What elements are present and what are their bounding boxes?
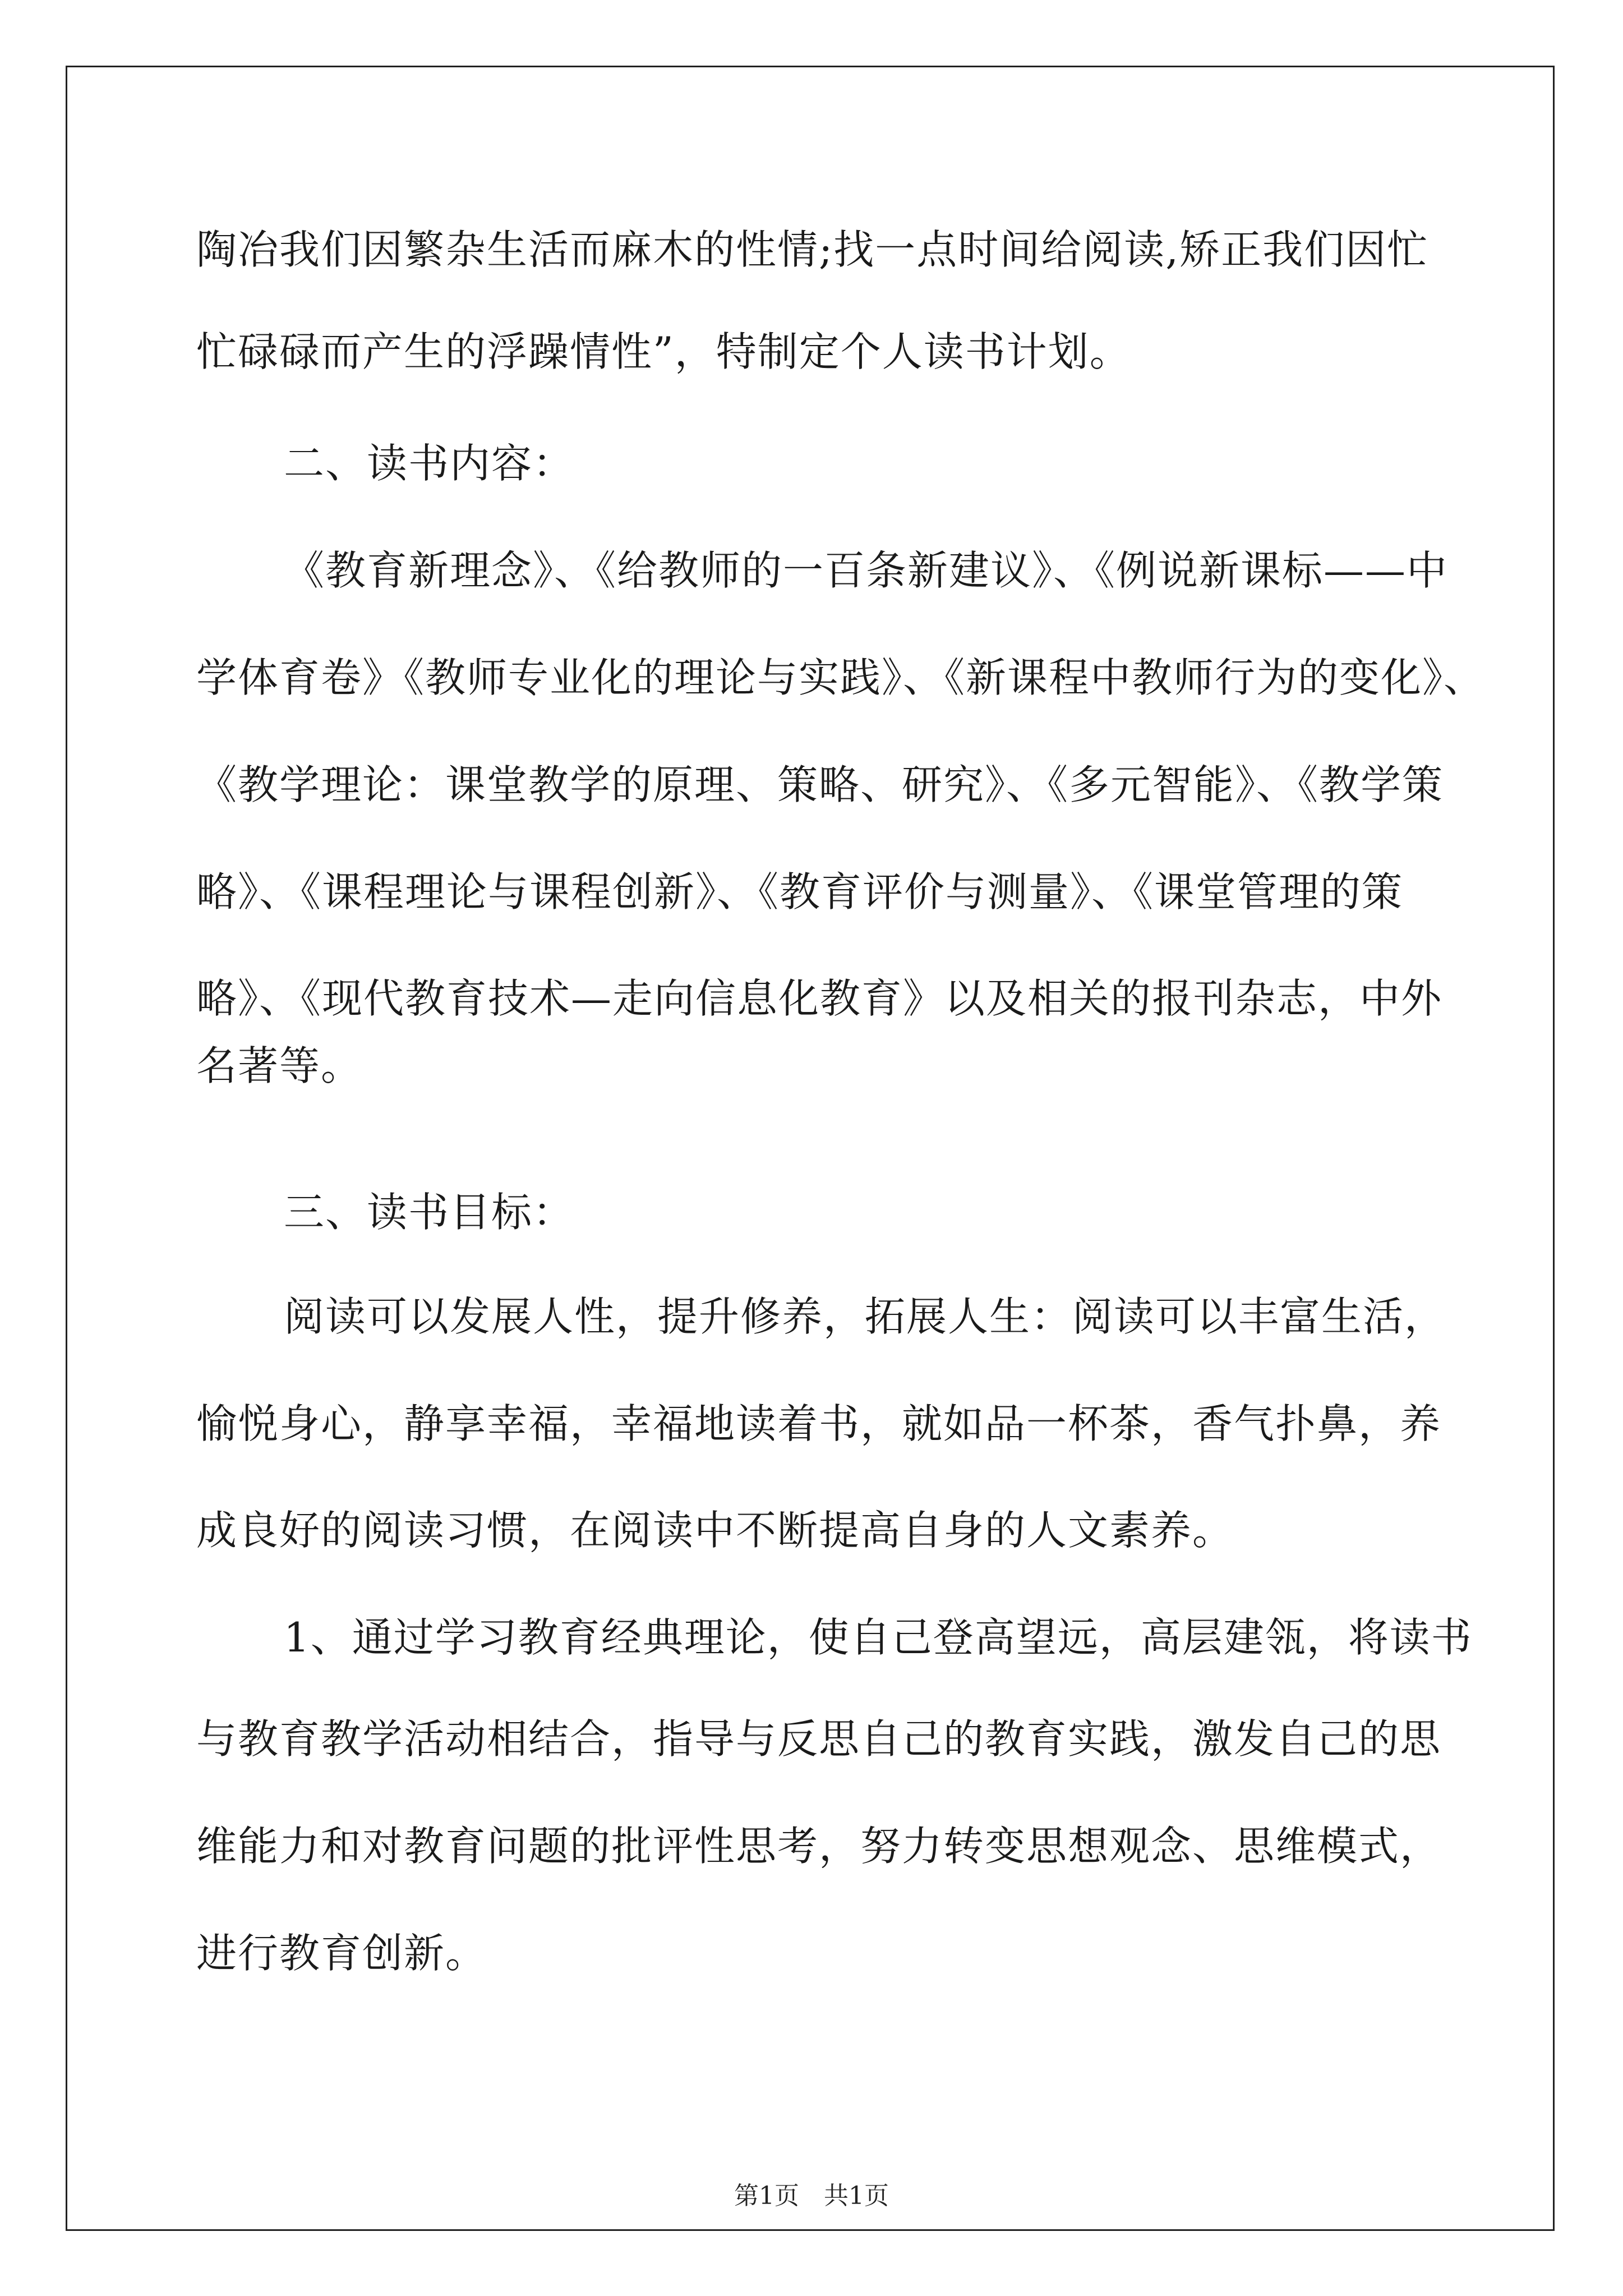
body-line: 进行教育创新。: [196, 1930, 487, 1977]
body-line: 学体育卷》《教师专业化的理论与实践》、《新课程中教师行为的变化》、: [196, 654, 1486, 701]
section-heading: 二、读书内容：: [284, 440, 575, 487]
body-line: 阅读可以发展人性，提升修养，拓展人生：阅读可以丰富生活，: [284, 1293, 1446, 1340]
body-line: 成良好的阅读习惯，在阅读中不断提高自身的人文素养。: [196, 1507, 1234, 1554]
body-line: 忙碌碌而产生的浮躁情性”，特制定个人读书计划。: [196, 328, 1131, 375]
body-line: 略》、《现代教育技术—走向信息化教育》以及相关的报刊杂志，中外: [196, 975, 1443, 1022]
body-line: 愉悦身心，静享幸福，幸福地读着书，就如品一杯茶，香气扑鼻，养: [196, 1400, 1442, 1447]
section-heading: 三、读书目标：: [284, 1189, 575, 1236]
body-line: 1、通过学习教育经典理论，使自己登高望远，高层建瓴，将读书: [284, 1614, 1473, 1661]
body-line: 略》、《课程理论与课程创新》、《教育评价与测量》、《课堂管理的策: [196, 868, 1404, 915]
body-line: 《教学理论：课堂教学的原理、策略、研究》、《多元智能》、《教学策: [196, 761, 1444, 808]
body-line: 陶冶我们因繁杂生活而麻木的性情;找一点时间给阅读,矫正我们因忙: [196, 226, 1429, 273]
body-line: 名著等。: [196, 1042, 363, 1089]
body-line: 维能力和对教育问题的批评性思考，努力转变思想观念、思维模式，: [196, 1823, 1442, 1870]
body-line: 与教育教学活动相结合，指导与反思自己的教育实践，激发自己的思: [196, 1715, 1442, 1763]
page-border: [66, 66, 1555, 2231]
page-number: 第1页 共1页: [734, 2182, 889, 2210]
body-line: 《教育新理念》、《给教师的一百条新建议》、《例说新课标——中: [284, 547, 1449, 594]
